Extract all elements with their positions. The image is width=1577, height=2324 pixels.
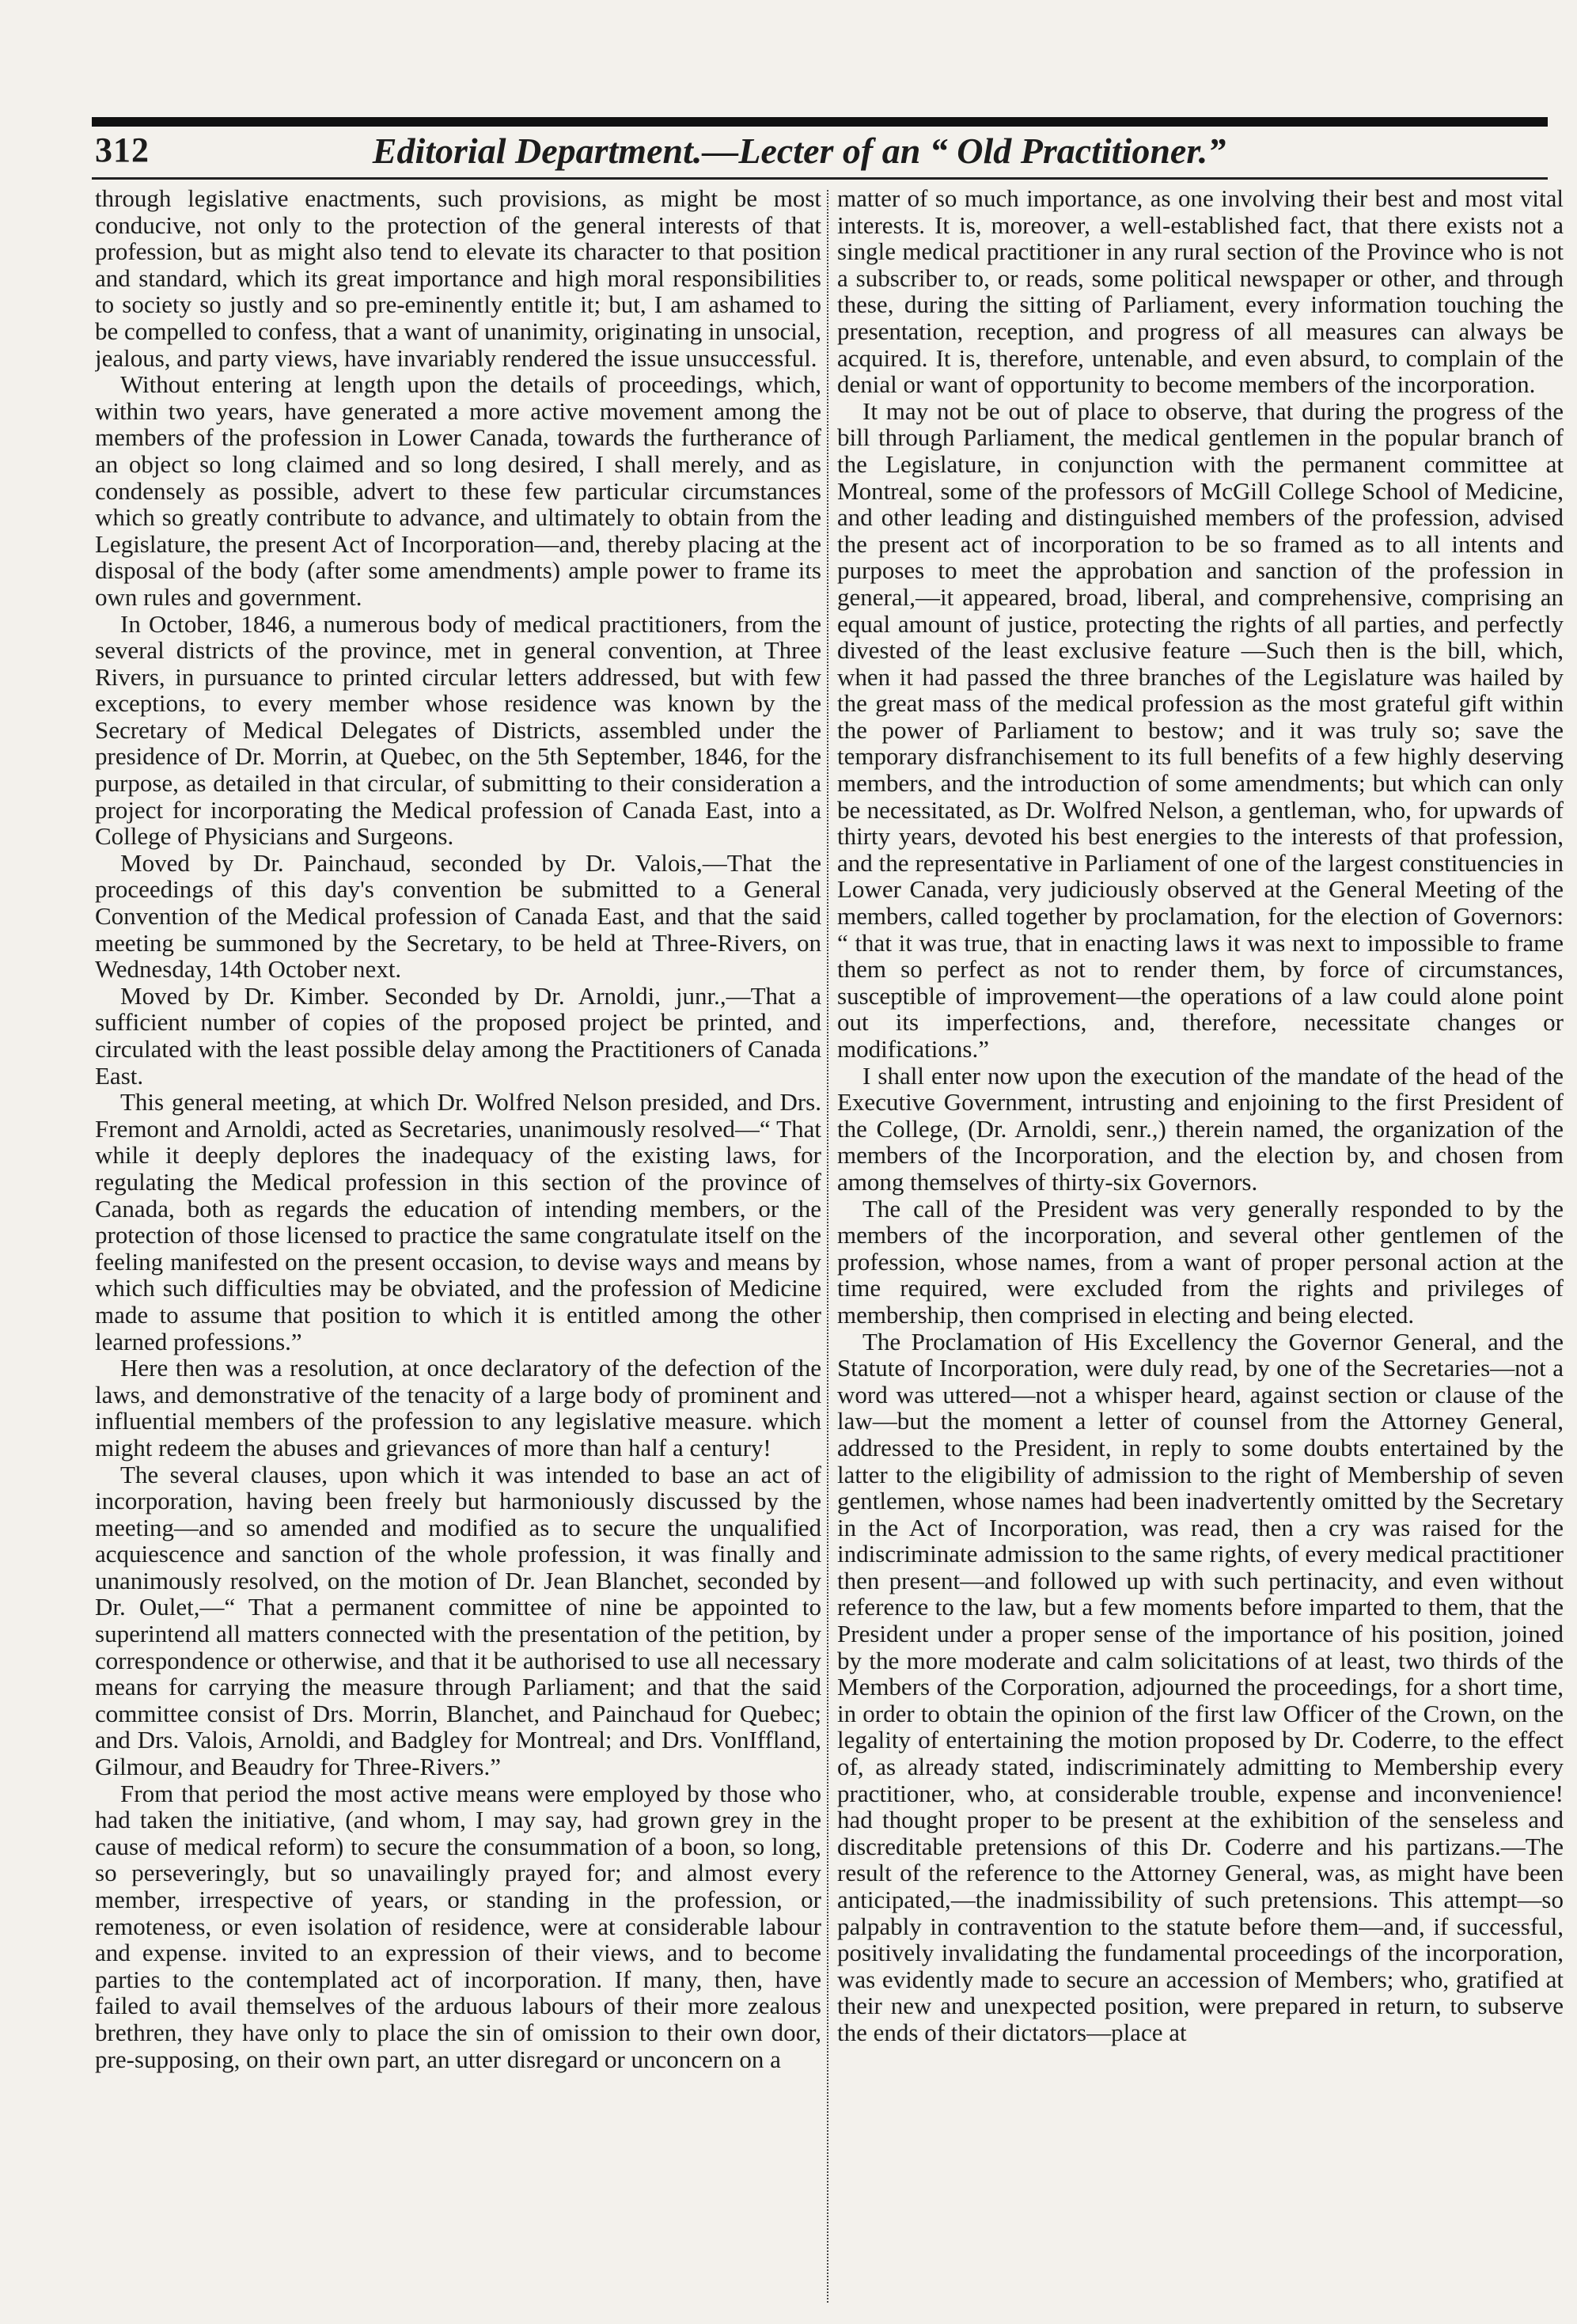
paragraph: Moved by Dr. Painchaud, seconded by Dr. Valois,—That the proceedings of this day's convention be submitted to a General Convention of the Medical profession of Canada East, and that the said meeting be summoned by the Secretary, to be held at Three-Rivers, on Wednesday, 14th October next. [95,848,821,984]
paragraph: The call of the President was very generally responded to by the members of the incorporation, and several other gentlemen of the profession, whose names, from a want of proper personal action at the time required, were excluded from the rights and privileges of membership, then comprised in electing and being elected. [837,1194,1564,1329]
page-number: 312 [95,131,150,169]
paragraph: This general meeting, at which Dr. Wolfred Nelson presided, and Drs. Fremont and Arnoldi, acted as Secretaries, unanimously resolved—“ That while it deeply deplores the inadequacy of the existing laws, for regulating the Medical profession in this section of the province of Canada, both as regards the education of intending members, or the protection of those licensed to practice the same congratulate itself on the feeling manifested on the present occasion, to devise ways and means by which such difficulties may be obviated, and the profession of Medicine made to assume that position to which it is entitled among the other learned professions.” [95,1088,821,1355]
paragraph: In October, 1846, a numerous body of medical practitioners, from the several districts of the province, met in general convention, at Three Rivers, in pursuance to printed circular letters addressed, but with few exceptions, to every member whose residence was known by the Secretary of Medical Delegates of Districts, assembled under the presidence of Dr. Morrin, at Quebec, on the 5th September, 1846, for the purpose, as detailed in that circular, of submitting to their consideration a project for incorporating the Medical profession of Canada East, into a College of Physicians and Surgeons. [95,609,821,851]
right-column [837,185,1564,2306]
paragraph: It may not be out of place to observe, that during the progress of the bill through Parliament, the medical gentlemen in the popular branch of the Legislature, in conjunction with the permanent committee at Montreal, some of the professors of McGill College School of Medicine, and other leading and distinguished members of the profession, advised the present act of incorporation to be so framed as to all intents and purposes to meet the approbation and sanction of the profession in general,—it appeared, broad, liberal, and comprehensive, comprising an equal amount of justice, protecting the rights of all parties, and perfectly divested of the least exclusive feature —Such then is the bill, which, when it had passed the three branches of the Legislature was hailed by the great mass of the medical profession as the most grateful gift within the power of Parliament to bestow; and it was truly so; save the temporary disfranchisement to its full benefits of a few highly deserving members, and the introduction of some amendments; but which can only be necessitated, as Dr. Wolfred Nelson, a gentleman, who, for upwards of thirty years, devoted his best energies to the interests of that profession, and the representative in Parliament of one of the largest constituencies in Lower Canada, very judiciously observed at the General Meeting of the members, called together by proclamation, for the election of Governors: “ that it was true, that in enacting laws it was next to impossible to frame them so perfect as not to render them, by force of circumstances, susceptible of improvement—the operations of a law could alone point out its imperfections, and, therefore, necessitate changes or modifications.” [837,396,1564,1063]
column-separator [827,190,828,2303]
paragraph: The several clauses, upon which it was intended to base an act of incorporation, having been freely but harmoniously discussed by the meeting—and so amended and modified as to secure the unqualified acquiescence and sanction of the whole profession, it was finally and unanimously resolved, on the motion of Dr. Jean Blanchet, seconded by Dr. Oulet,—“ That a permanent committee of nine be appointed to superintend all matters connected with the presentation of the petition, by correspondence or otherwise, and that it be authorised to use all necessary means for carrying the measure through Parliament; and that the said committee consist of Drs. Morrin, Blanchet, and Painchaud for Quebec; and Drs. Valois, Arnoldi, and Badgley for Montreal; and Drs. VonIffland, Gilmour, and Beaudry for Three-Rivers.” [95,1460,821,1781]
paragraph: Moved by Dr. Kimber. Seconded by Dr. Arnoldi, junr.,—That a sufficient number of copies of the proposed project be printed, and circulated with the least possible delay among the Practitioners of Canada East. [95,981,821,1090]
paragraph: The Proclamation of His Excellency the Governor General, and the Statute of Incorporation, were duly read, by one of the Secretaries—not a word was uttered—not a whisper heard, against section or clause of the law—but the moment a letter of counsel from the Attorney General, addressed to the President, in reply to some doubts entertained by the latter to the eligibility of admission to the right of Membership of seven gentlemen, whose names had been inadvertently omitted by the Secretary in the Act of Incorporation, was read, then a cry was raised for the indiscriminate admission to the same rights, of every medical practitioner then present—and followed up with such pertinacity, and even without reference to the law, but a few moments before imparted to them, that the President under a proper sense of the importance of his position, joined by the more moderate and calm solicitations of at least, two thirds of the Members of the Corporation, adjourned the proceedings, for a short time, in order to obtain the opinion of the first law Officer of the Crown, on the legality of entertaining the motion proposed by Dr. Coderre, to the effect of, as already stated, indiscriminately admitting to Membership every practitioner, who, at considerable trouble, expense and inconvenience! had thought proper to be present at the exhibition of the senseless and discreditable pretensions of this Dr. Coderre and his partizans.—The result of the reference to the Attorney General, was, as might have been anticipated,—the inadmissibility of such pretensions. This attempt—so palpably in contravention to the statute before them—and, if successful, positively invalidating the fundamental proceedings of the incorporation, was evidently made to secure an accession of Members; who, gratified at their new and unexpected position, were prepared in return, to subserve the ends of their dictators—place at [837,1327,1564,2046]
paragraph: From that period the most active means were employed by those who had taken the initiative, (and whom, I may say, had grown grey in the cause of medical reform) to secure the consummation of a boon, so long, so perseveringly, but so unavailingly prayed for; and almost every member, irrespective of years, or standing in the profession, or remoteness, or even isolation of residence, were at considerable labour and expense. invited to an expression of their views, and to become parties to the contemplated act of incorporation. If many, then, have failed to avail themselves of the arduous labours of their more zealous brethren, they have only to place the sin of omission to their own door, pre-supposing, on their own part, an utter disregard or unconcern on a [95,1779,821,2073]
page-header [47,127,1551,177]
paragraph: Without entering at length upon the details of proceedings, which, within two years, have generated a more active movement among the members of the profession in Lower Canada, towards the furtherance of an object so long claimed and so long desired, I shall merely, and as condensely as possible, advert to these few particular circumstances which so greatly contribute to advance, and ultimately to obtain from the Legislature, the present Act of Incorporation—and, thereby placing at the disposal of the body (after some amendments) ample power to frame its own rules and government. [95,370,821,611]
header-rule [92,177,1548,180]
top-rule [92,117,1548,127]
paragraph: I shall enter now upon the execution of the mandate of the head of the Executive Government, intrusting and enjoining to the first President of the College, (Dr. Arnoldi, senr.,) therein named, the organization of the members of the Incorporation, and the election by, and chosen from among themselves of thirty-six Governors. [837,1061,1564,1196]
paragraph: matter of so much importance, as one involving their best and most vital interests. It is, moreover, a well-established fact, that there exists not a single medical practitioner in any rural section of the Province who is not a subscriber to, or reads, some political newspaper or other, and through these, during the sitting of Parliament, every information touching the presentation, reception, and progress of all measures can always be acquired. It is, therefore, untenable, and even absurd, to complain of the denial or want of opportunity to become members of the incorporation. [837,185,1564,399]
running-title: Editorial Department.—Lecter of an “ Old Practitioner.” [372,131,1226,171]
paragraph: through legislative enactments, such provisions, as might be most conducive, not only to the protection of the general interests of that profession, but as might also tend to elevate its character to that position and standard, which its great importance and high moral responsibilities to society so justly and so pre-eminently entitle it; but, I am ashamed to be compelled to confess, that a want of unanimity, originating in unsocial, jealous, and party views, have invariably rendered the issue unsuccessful. [95,185,821,372]
left-column [95,185,821,2306]
paragraph: Here then was a resolution, at once declaratory of the defection of the laws, and demonstrative of the tenacity of a large body of prominent and influential members of the profession to any legislative measure. which might redeem the abuses and grievances of more than half a century! [95,1354,821,1462]
